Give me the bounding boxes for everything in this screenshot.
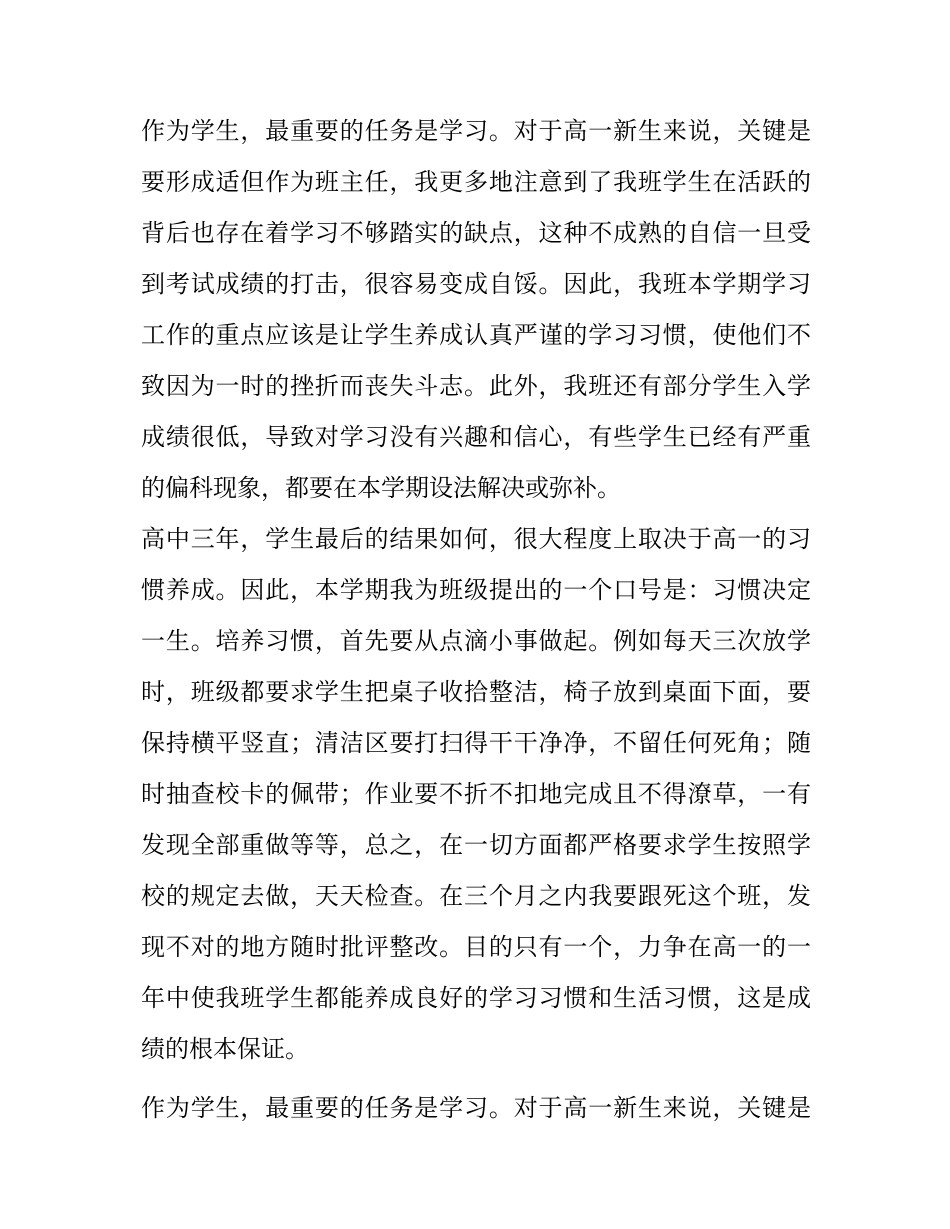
text-line: 年中使我班学生都能养成良好的学习习惯和生活习惯，这是成 [141, 984, 811, 1012]
text-line: 一生。培养习惯，首先要从点滴小事做起。例如每天三次放学 [141, 627, 811, 655]
text-line: 高中三年，学生最后的结果如何，很大程度上取决于高一的习 [141, 525, 811, 553]
text-line: 现不对的地方随时批评整改。目的只有一个，力争在高一的一 [141, 933, 811, 961]
text-line: 的偏科现象，都要在本学期设法解决或弥补。 [141, 474, 621, 502]
text-line: 背后也存在着学习不够踏实的缺点，这种不成熟的自信一旦受 [141, 219, 811, 247]
text-line: 发现全部重做等等，总之，在一切方面都严格要求学生按照学 [141, 831, 811, 859]
paragraph [141, 1083, 811, 1134]
document-body [141, 106, 811, 1134]
text-line: 要形成适但作为班主任，我更多地注意到了我班学生在活跃的 [141, 168, 811, 196]
text-line: 绩的根本保证。 [141, 1035, 309, 1063]
text-line: 时抽查校卡的佩带；作业要不折不扣地完成且不得潦草，一有 [141, 780, 811, 808]
text-line: 工作的重点应该是让学生养成认真严谨的学习习惯，使他们不 [141, 321, 811, 349]
text-line: 作为学生，最重要的任务是学习。对于高一新生来说，关键是 [141, 1094, 811, 1122]
text-line: 惯养成。因此，本学期我为班级提出的一个口号是：习惯决定 [141, 576, 811, 604]
paragraph [141, 106, 811, 514]
text-line: 校的规定去做，天天检查。在三个月之内我要跟死这个班，发 [141, 882, 811, 910]
text-line: 致因为一时的挫折而丧失斗志。此外，我班还有部分学生入学 [141, 372, 811, 400]
text-line: 作为学生，最重要的任务是学习。对于高一新生来说，关键是 [141, 117, 811, 145]
paragraph-gap [141, 1075, 811, 1083]
text-line: 成绩很低，导致对学习没有兴趣和信心，有些学生已经有严重 [141, 423, 811, 451]
paragraph [141, 514, 811, 1075]
text-line: 保持横平竖直；清洁区要打扫得干干净净，不留任何死角；随 [141, 729, 811, 757]
text-line: 到考试成绩的打击，很容易变成自馁。因此，我班本学期学习 [141, 270, 811, 298]
text-line: 时，班级都要求学生把桌子收拾整洁，椅子放到桌面下面，要 [141, 678, 811, 706]
